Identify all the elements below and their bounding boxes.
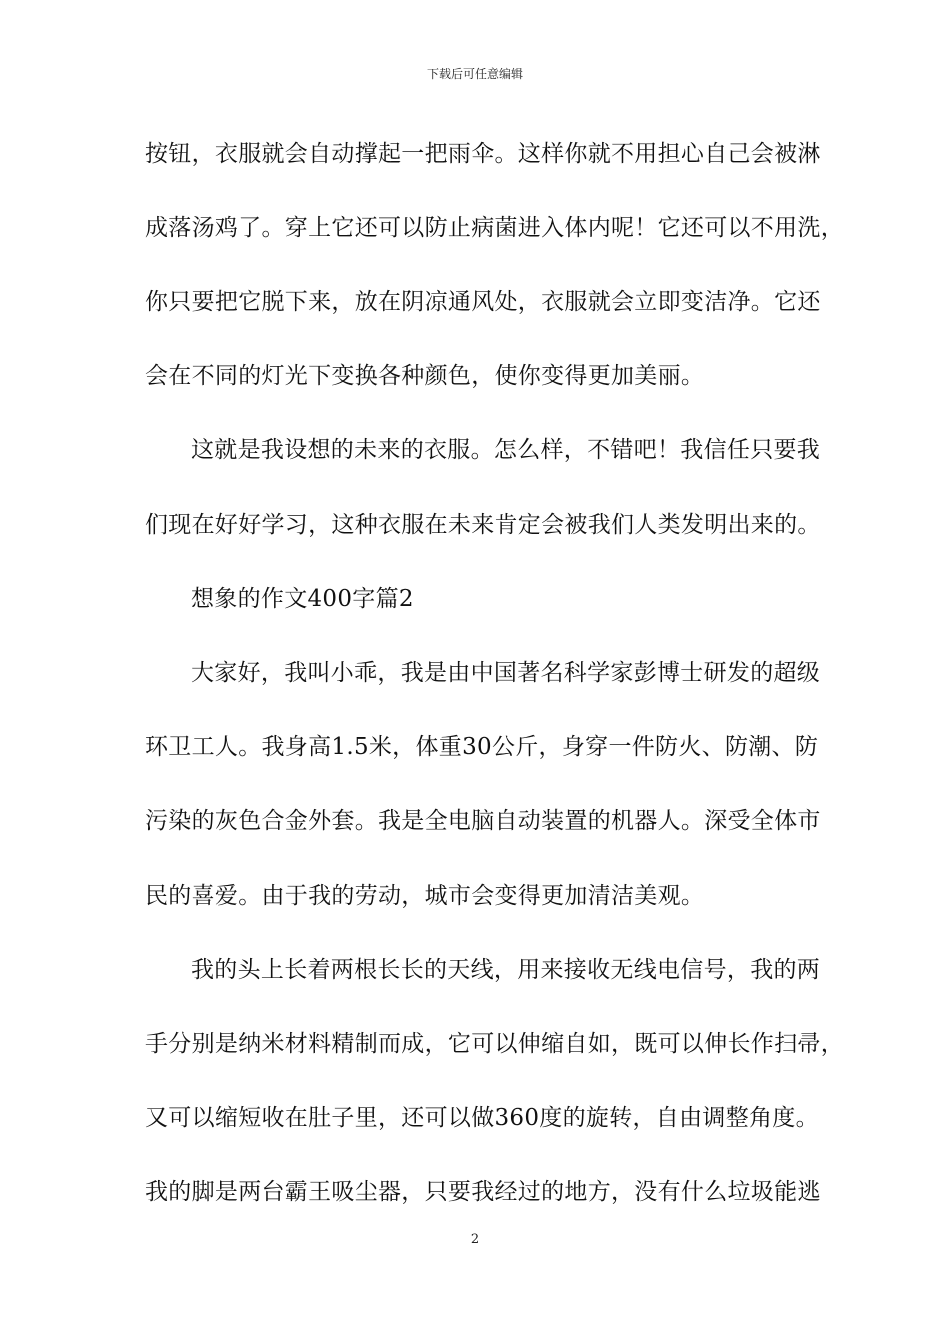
section-heading: 想象的作文400字篇2 — [191, 586, 414, 612]
page-number: 2 — [470, 1232, 480, 1247]
body-line: 你只要把它脱下来，放在阴凉通风处，衣服就会立即变洁净。它还 — [145, 289, 821, 315]
body-line: 民的喜爱。由于我的劳动，城市会变得更加清洁美观。 — [145, 883, 705, 909]
body-line: 按钮，衣服就会自动撑起一把雨伞。这样你就不用担心自己会被淋 — [145, 141, 821, 167]
body-line: 成落汤鸡了。穿上它还可以防止病菌进入体内呢！它还可以不用洗， — [145, 215, 844, 241]
body-line: 会在不同的灯光下变换各种颜色，使你变得更加美丽。 — [145, 363, 705, 389]
body-line: 大家好，我叫小乖，我是由中国著名科学家彭博士研发的超级 — [191, 660, 821, 686]
body-line: 环卫工人。我身高1.5米，体重30公斤，身穿一件防火、防潮、防 — [145, 734, 819, 760]
body-line: 我的脚是两台霸王吸尘器，只要我经过的地方，没有什么垃圾能逃 — [145, 1179, 821, 1205]
body-line: 们现在好好学习，这种衣服在未来肯定会被我们人类发明出来的。 — [145, 512, 821, 538]
body-line: 这就是我设想的未来的衣服。怎么样，不错吧！我信任只要我 — [191, 437, 821, 463]
body-line: 手分别是纳米材料精制而成，它可以伸缩自如，既可以伸长作扫帚， — [145, 1031, 844, 1057]
body-line: 我的头上长着两根长长的天线，用来接收无线电信号，我的两 — [191, 957, 821, 983]
body-line: 又可以缩短收在肚子里，还可以做360度的旋转，自由调整角度。 — [145, 1105, 819, 1131]
page-header: 下载后可任意编辑 — [426, 67, 523, 81]
body-line: 污染的灰色合金外套。我是全电脑自动装置的机器人。深受全体市 — [145, 808, 821, 834]
